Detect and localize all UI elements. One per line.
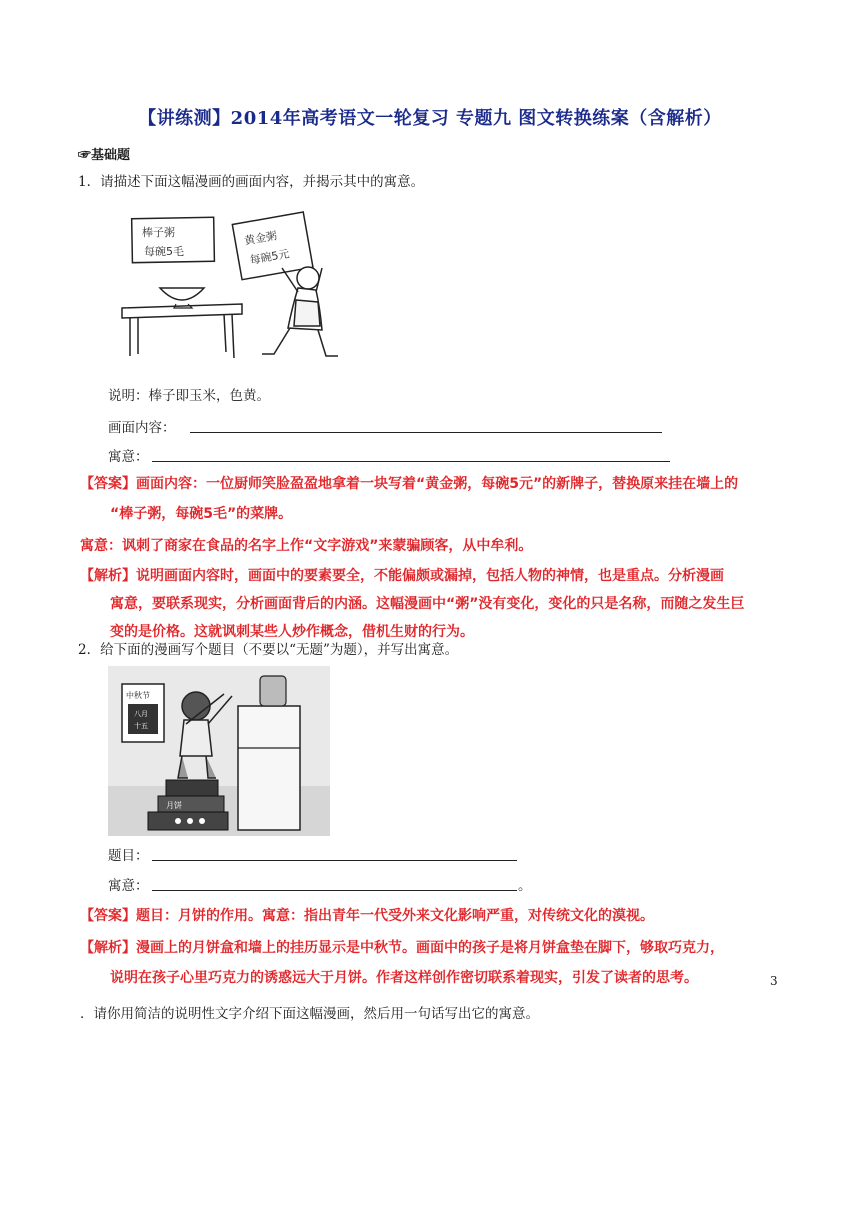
q2-title-answer-line (152, 860, 517, 861)
q2-analysis-line-2: 说明在孩子心里巧克力的诱惑远大于月饼。作者这样创作密切联系着现实，引发了读者的思考。 (110, 970, 698, 986)
q2-meaning-answer-line (152, 890, 517, 891)
question-1-prompt: 1．请描述下面这幅漫画的画面内容，并揭示其中的寓意。 (78, 174, 425, 190)
new-sign-text-1: 黄金粥 (243, 229, 279, 248)
q1-meaning-label: 寓意： (108, 449, 149, 465)
q1-meaning-answer-line (152, 461, 670, 462)
cartoon-porridge (112, 208, 352, 368)
page-title: 【讲练测】2014年高考语文一轮复习 专题九 图文转换练案（含解析） (138, 108, 722, 129)
refrigerator (238, 706, 300, 830)
old-sign-text-1: 棒子粥 (142, 226, 175, 239)
q2-answer-line-1: 【答案】题目：月饼的作用。寓意：指出青年一代受外来文化影响严重，对传统文化的漠视。 (80, 908, 654, 924)
old-sign-text-2: 每碗5毛 (144, 245, 184, 258)
q2-meaning-label: 寓意： (108, 878, 149, 894)
q1-answer-line-2: “棒子粥，每碗5毛”的菜牌。 (110, 506, 293, 522)
table-legs (130, 314, 234, 358)
bowl (160, 288, 204, 300)
new-sign-text-2: 每碗5元 (248, 247, 291, 267)
q2-analysis-tag: 【解析】 (80, 940, 136, 956)
q1-answer-tag: 【答案】 (80, 476, 136, 492)
wall-calendar (122, 684, 164, 742)
chocolate-jar (260, 676, 286, 706)
calendar-text-3: 十五 (134, 722, 148, 730)
q1-analysis-line-1: 【解析】说明画面内容时，画面中的要素要全，不能偏颇或漏掉，包括人物的神情，也是重点。分析漫画 (80, 568, 724, 584)
q1-content-answer-line (190, 432, 662, 433)
q1-analysis-line-2: 寓意，要联系现实，分析画面背后的内涵。这幅漫画中“粥”没有变化，变化的只是名称，而随之发生巨 (110, 596, 745, 612)
calendar-text-2: 八月 (134, 710, 148, 718)
question-3-prompt: ．请你用简洁的说明性文字介绍下面这幅漫画，然后用一句话写出它的寓意。 (80, 1006, 539, 1022)
calendar-text-1: 中秋节 (126, 691, 150, 700)
page-number: 3 (770, 974, 778, 988)
mooncake-box-label: 月饼 (166, 801, 182, 810)
q1-analysis-tag: 【解析】 (80, 568, 136, 584)
q1-content-label: 画面内容： (108, 420, 176, 436)
cartoon-mooncake (108, 666, 330, 836)
q2-analysis-line-1: 【解析】漫画上的月饼盒和墙上的挂历显示是中秋节。画面中的孩子是将月饼盒垫在脚下，够取巧克力， (80, 940, 724, 956)
section-heading: ☞基础题 (78, 148, 131, 163)
q1-note: 说明：棒子即玉米，色黄。 (108, 388, 270, 404)
q1-answer-line-1: 【答案】画面内容：一位厨师笑脸盈盈地拿着一块写着“黄金粥，每碗5元”的新牌子，替换原来挂在墙上的 (80, 476, 739, 492)
question-2-prompt: 2．给下面的漫画写个题目（不要以“无题”为题），并写出寓意。 (78, 642, 459, 658)
q1-answer-line-3: 寓意：讽刺了商家在食品的名字上作“文字游戏”来蒙骗顾客，从中牟利。 (80, 538, 533, 554)
chef-figure (262, 267, 338, 356)
q2-title-label: 题目： (108, 848, 149, 864)
q2-meaning-end: 。 (518, 878, 532, 894)
q1-analysis-line-3: 变的是价格。这就讽刺某些人炒作概念，借机生财的行为。 (110, 624, 474, 640)
q2-answer-tag: 【答案】 (80, 908, 136, 924)
